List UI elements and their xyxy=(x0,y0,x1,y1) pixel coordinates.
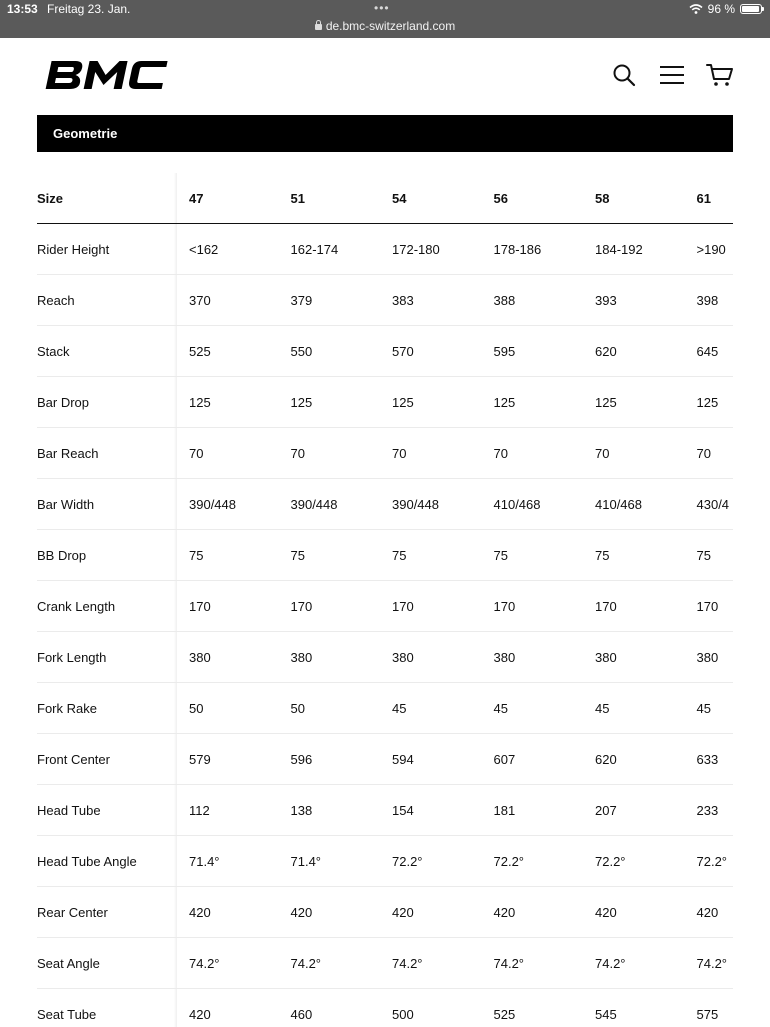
table-cell: 178-186 xyxy=(482,224,584,275)
menu-icon[interactable] xyxy=(659,65,685,85)
table-cell: 181 xyxy=(482,785,584,836)
table-row xyxy=(37,377,733,428)
table-cell: 645 xyxy=(685,326,734,377)
lock-icon xyxy=(315,24,322,30)
table-cell: 410/468 xyxy=(583,479,685,530)
table-cell: 162-174 xyxy=(279,224,381,275)
table-cell: 75 xyxy=(177,530,279,581)
table-cell: 70 xyxy=(685,428,734,479)
table-cell: 125 xyxy=(279,377,381,428)
table-cell: 570 xyxy=(380,326,482,377)
table-cell: 50 xyxy=(279,683,381,734)
table-cell: 393 xyxy=(583,275,685,326)
table-cell: 207 xyxy=(583,785,685,836)
table-cell: 125 xyxy=(685,377,734,428)
table-cell: 380 xyxy=(279,632,381,683)
table-row xyxy=(37,275,733,326)
table-cell: 74.2° xyxy=(583,938,685,989)
battery-percentage: 96 % xyxy=(707,2,735,16)
status-time: 13:53 xyxy=(7,2,38,16)
table-cell: 633 xyxy=(685,734,734,785)
table-cell: 74.2° xyxy=(279,938,381,989)
size-header: Size xyxy=(37,173,177,224)
row-label: Bar Reach xyxy=(37,428,177,479)
table-row xyxy=(37,887,733,938)
table-cell: 74.2° xyxy=(482,938,584,989)
table-row xyxy=(37,428,733,479)
size-column-header: 61 xyxy=(685,173,734,224)
row-label: Head Tube Angle xyxy=(37,836,177,887)
table-cell: 420 xyxy=(583,887,685,938)
status-bar xyxy=(0,0,770,38)
table-cell: 594 xyxy=(380,734,482,785)
table-cell: 575 xyxy=(685,989,734,1027)
table-cell: 460 xyxy=(279,989,381,1027)
table-cell: 74.2° xyxy=(380,938,482,989)
table-row xyxy=(37,683,733,734)
row-label: Bar Width xyxy=(37,479,177,530)
table-cell: 550 xyxy=(279,326,381,377)
table-cell: 379 xyxy=(279,275,381,326)
table-cell: 45 xyxy=(583,683,685,734)
row-label: Rider Height xyxy=(37,224,177,275)
table-cell: 500 xyxy=(380,989,482,1027)
table-cell: 525 xyxy=(482,989,584,1027)
status-date: Freitag 23. Jan. xyxy=(47,2,131,16)
table-row xyxy=(37,479,733,530)
table-cell: 71.4° xyxy=(279,836,381,887)
table-cell: 70 xyxy=(279,428,381,479)
row-label: Seat Tube xyxy=(37,989,177,1027)
table-cell: 370 xyxy=(177,275,279,326)
table-cell: 70 xyxy=(583,428,685,479)
table-cell: 112 xyxy=(177,785,279,836)
table-cell: 380 xyxy=(177,632,279,683)
bmc-logo[interactable] xyxy=(44,59,168,91)
table-cell: 71.4° xyxy=(177,836,279,887)
cart-icon[interactable] xyxy=(706,63,734,87)
table-cell: 75 xyxy=(685,530,734,581)
table-row xyxy=(37,581,733,632)
table-cell: 72.2° xyxy=(380,836,482,887)
table-cell: <162 xyxy=(177,224,279,275)
size-column-header: 56 xyxy=(482,173,584,224)
table-cell: 75 xyxy=(380,530,482,581)
table-cell: >190 xyxy=(685,224,734,275)
table-cell: 170 xyxy=(583,581,685,632)
status-indicators xyxy=(689,2,762,16)
table-cell: 72.2° xyxy=(583,836,685,887)
size-column-header: 54 xyxy=(380,173,482,224)
search-icon[interactable] xyxy=(612,63,636,87)
table-cell: 420 xyxy=(279,887,381,938)
table-cell: 380 xyxy=(685,632,734,683)
address-url: de.bmc-switzerland.com xyxy=(325,19,456,33)
address-bar[interactable] xyxy=(0,19,770,33)
size-column-header: 51 xyxy=(279,173,381,224)
table-cell: 45 xyxy=(482,683,584,734)
table-cell: 125 xyxy=(482,377,584,428)
table-cell: 170 xyxy=(380,581,482,632)
table-cell: 380 xyxy=(380,632,482,683)
table-cell: 620 xyxy=(583,734,685,785)
table-cell: 138 xyxy=(279,785,381,836)
size-column-header: 47 xyxy=(177,173,279,224)
table-cell: 420 xyxy=(177,989,279,1027)
table-cell: 233 xyxy=(685,785,734,836)
table-row xyxy=(37,632,733,683)
row-label: Front Center xyxy=(37,734,177,785)
table-cell: 45 xyxy=(380,683,482,734)
table-cell: 420 xyxy=(177,887,279,938)
row-label: Rear Center xyxy=(37,887,177,938)
table-cell: 420 xyxy=(380,887,482,938)
table-row xyxy=(37,734,733,785)
table-cell: 410/468 xyxy=(482,479,584,530)
table-cell: 75 xyxy=(583,530,685,581)
table-cell: 545 xyxy=(583,989,685,1027)
table-cell: 380 xyxy=(482,632,584,683)
table-cell: 390/448 xyxy=(279,479,381,530)
size-column-header: 58 xyxy=(583,173,685,224)
geometry-table xyxy=(37,173,733,1027)
table-cell: 430/4 xyxy=(685,479,734,530)
table-cell: 75 xyxy=(279,530,381,581)
table-cell: 620 xyxy=(583,326,685,377)
row-label: BB Drop xyxy=(37,530,177,581)
table-cell: 50 xyxy=(177,683,279,734)
row-label: Head Tube xyxy=(37,785,177,836)
table-cell: 184-192 xyxy=(583,224,685,275)
table-cell: 388 xyxy=(482,275,584,326)
table-cell: 579 xyxy=(177,734,279,785)
table-row xyxy=(37,224,733,275)
table-cell: 125 xyxy=(380,377,482,428)
table-cell: 45 xyxy=(685,683,734,734)
row-label: Reach xyxy=(37,275,177,326)
table-cell: 75 xyxy=(482,530,584,581)
row-label: Bar Drop xyxy=(37,377,177,428)
table-cell: 390/448 xyxy=(380,479,482,530)
table-cell: 72.2° xyxy=(482,836,584,887)
table-cell: 70 xyxy=(482,428,584,479)
table-cell: 72.2° xyxy=(685,836,734,887)
table-cell: 398 xyxy=(685,275,734,326)
table-cell: 70 xyxy=(380,428,482,479)
table-cell: 596 xyxy=(279,734,381,785)
table-row xyxy=(37,938,733,989)
geometry-table-container[interactable] xyxy=(37,173,733,1027)
table-cell: 170 xyxy=(482,581,584,632)
multitasking-dots-icon[interactable]: ••• xyxy=(374,1,390,15)
table-row xyxy=(37,326,733,377)
table-cell: 154 xyxy=(380,785,482,836)
row-label: Seat Angle xyxy=(37,938,177,989)
table-cell: 420 xyxy=(482,887,584,938)
table-cell: 383 xyxy=(380,275,482,326)
table-row xyxy=(37,836,733,887)
table-cell: 74.2° xyxy=(685,938,734,989)
row-label: Stack xyxy=(37,326,177,377)
battery-icon xyxy=(740,4,762,14)
table-cell: 125 xyxy=(583,377,685,428)
wifi-icon xyxy=(689,4,703,14)
geometry-section-header[interactable]: Geometrie xyxy=(37,115,733,152)
row-label: Crank Length xyxy=(37,581,177,632)
table-cell: 525 xyxy=(177,326,279,377)
table-header-row xyxy=(37,173,733,224)
table-cell: 607 xyxy=(482,734,584,785)
table-cell: 420 xyxy=(685,887,734,938)
table-cell: 170 xyxy=(685,581,734,632)
table-row xyxy=(37,530,733,581)
table-row xyxy=(37,989,733,1027)
table-cell: 172-180 xyxy=(380,224,482,275)
table-cell: 380 xyxy=(583,632,685,683)
table-cell: 595 xyxy=(482,326,584,377)
row-label: Fork Length xyxy=(37,632,177,683)
site-header xyxy=(0,38,770,114)
table-cell: 170 xyxy=(177,581,279,632)
table-cell: 170 xyxy=(279,581,381,632)
table-row xyxy=(37,785,733,836)
row-label: Fork Rake xyxy=(37,683,177,734)
table-cell: 390/448 xyxy=(177,479,279,530)
table-cell: 70 xyxy=(177,428,279,479)
table-cell: 125 xyxy=(177,377,279,428)
table-cell: 74.2° xyxy=(177,938,279,989)
